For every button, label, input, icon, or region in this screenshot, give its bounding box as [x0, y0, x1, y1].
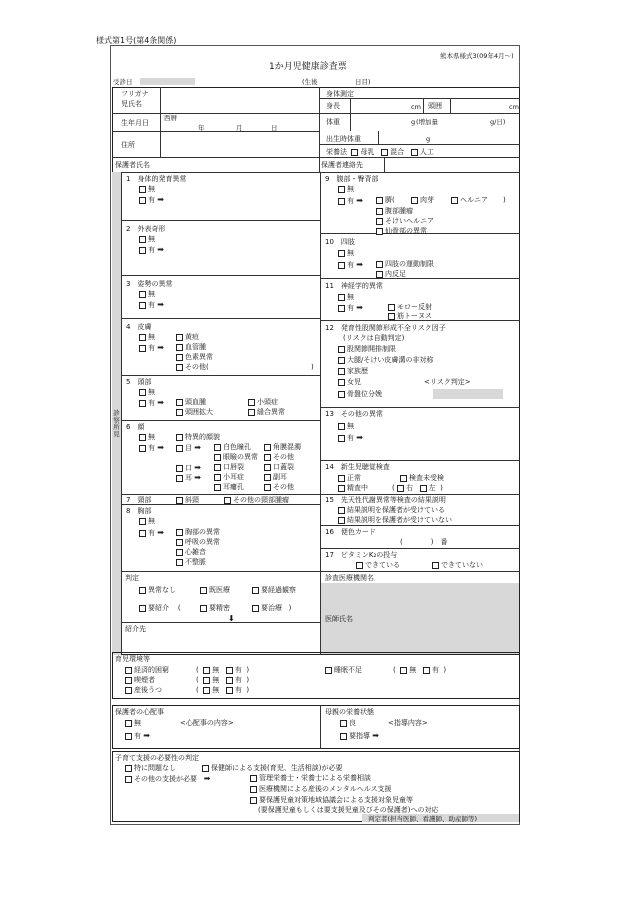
env-item-3[interactable]: 産後うつ: [125, 686, 162, 695]
s3-yes[interactable]: 有 ➡: [139, 300, 164, 310]
section-9-title: 9 腹部・臀背部: [325, 175, 379, 183]
s8-item-2[interactable]: 呼吸の異常: [176, 538, 220, 547]
form-title: 1か月児健康診査票: [269, 62, 347, 72]
address-label: 住所: [121, 141, 135, 149]
form-number: 様式第1号(第4条関係): [96, 36, 177, 45]
s6-ear[interactable]: 耳 ➡: [176, 473, 201, 483]
judge-treat[interactable]: 要治療 ): [252, 604, 291, 613]
section-1-title: 1 身体的発育異常: [126, 175, 187, 183]
s10-item-1[interactable]: 四肢の運動制限: [376, 260, 434, 269]
birth-weight-label: 出生時体重: [326, 135, 361, 143]
height-label: 身長: [326, 102, 340, 110]
section-6-title: 6 顔: [126, 423, 145, 431]
weight-unit: g: [411, 118, 416, 126]
section-7-title: 7 頸部: [126, 496, 152, 504]
arrow-right-icon: ➡: [203, 774, 211, 783]
support-nurse[interactable]: 保健師による支援(育児、生活相談)が必要: [202, 764, 342, 773]
support-other[interactable]: その他の支援が必要 ➡: [125, 774, 210, 784]
s9-item-1[interactable]: 腹部腫瘤: [376, 207, 413, 216]
env-yn-2: ( 無 有 ): [196, 676, 250, 684]
s6-mouth-item-2[interactable]: 口蓋裂: [264, 463, 294, 472]
s5-item-3[interactable]: 頭囲拡大: [176, 408, 213, 417]
guardian-contact-label: 保護者連絡先: [321, 161, 363, 169]
side-label: 診察所見: [113, 409, 120, 439]
s11-item-2[interactable]: 筋トーヌス: [388, 312, 432, 321]
s8-item-4[interactable]: 不整脈: [176, 558, 206, 567]
s6-mouth-item-1[interactable]: 口唇裂: [214, 463, 244, 472]
s13-none[interactable]: 無: [338, 422, 354, 431]
s17-item-2[interactable]: できていない: [432, 561, 483, 570]
s12-risk-label: <リスク判定>: [424, 378, 471, 386]
s8-none[interactable]: 無: [139, 517, 155, 526]
height-unit: cm: [411, 103, 421, 111]
age-label: (生後: [302, 78, 318, 86]
s4-close: ): [311, 363, 314, 371]
s1-none[interactable]: 無: [139, 185, 155, 194]
section-5-title: 5 頭部: [126, 378, 152, 386]
prefecture-format: 熊本県様式3(09年4月〜): [440, 52, 514, 60]
guardian-name-label: 保護者氏名: [115, 161, 150, 169]
s11-none[interactable]: 無: [338, 293, 354, 302]
s6-eye-item-3[interactable]: 眼瞼の異常: [214, 453, 258, 462]
env-yn-3: ( 無 有 ): [196, 686, 250, 694]
s7-item-1[interactable]: 斜頸: [176, 496, 199, 505]
risk-result-field[interactable]: [433, 389, 503, 399]
s6-eye-item-2[interactable]: 角膜混濁: [264, 443, 301, 452]
feeding-label: 栄養法 母乳 混合 人工: [326, 148, 434, 156]
s5-none[interactable]: 無: [139, 388, 155, 397]
s6-ear-item-2[interactable]: 副耳: [264, 473, 287, 482]
s11-yes[interactable]: 有 ➡: [338, 303, 363, 313]
s6-ear-item-1[interactable]: 小耳症: [214, 473, 244, 482]
arrow-right-icon: ➡: [157, 300, 164, 309]
concern-box: [112, 705, 520, 749]
age-unit: 日目): [355, 78, 371, 86]
s12-item-3[interactable]: 家族歴: [338, 367, 368, 376]
s4-item-4[interactable]: その他(: [176, 363, 209, 372]
s14-not[interactable]: 検査未受検: [400, 474, 444, 483]
s10-yes[interactable]: 有 ➡: [338, 260, 363, 270]
breast-checkbox[interactable]: [351, 149, 358, 156]
arrow-right-icon: ➡: [157, 195, 164, 204]
arrow-right-icon: ➡: [372, 731, 379, 740]
s6-eye-item-4[interactable]: その他: [264, 453, 294, 462]
s9-umb[interactable]: 臍(: [376, 196, 395, 205]
s11-item-1[interactable]: モロー反射: [388, 303, 432, 312]
env-item-1[interactable]: 経済的困窮: [125, 666, 169, 675]
weight-gain-label: (増加量: [416, 118, 439, 126]
judge-detail[interactable]: 要精密: [200, 604, 230, 613]
concern-content: <心配事の内容>: [180, 719, 234, 727]
s1-yes[interactable]: 有 ➡: [139, 195, 164, 205]
section-10-title: 10 四肢: [325, 238, 355, 246]
s6-ear-item-3[interactable]: 耳瘻孔: [214, 483, 244, 492]
s8-item-3[interactable]: 心雑音: [176, 548, 206, 557]
s14-sides: ( 右 左 ): [392, 484, 443, 492]
section-3-title: 3 姿勢の異常: [126, 280, 173, 288]
s6-yes[interactable]: 有 ➡: [139, 443, 164, 453]
support-item-1[interactable]: 管理栄養士・栄養士による栄養相談: [250, 774, 371, 783]
month-label: 月: [236, 124, 243, 132]
support-item-3[interactable]: 要保護児童対策地域協議会による支援対象児童等: [250, 796, 413, 805]
visit-date-label: 受診日: [113, 78, 133, 86]
arrow-down-icon: ⬇: [228, 614, 235, 623]
s8-item-1[interactable]: 胸部の異常: [176, 528, 220, 537]
section-12-title: 12 発育性股関節形成不全リスク因子: [325, 324, 446, 332]
s13-yes[interactable]: 有 ➡: [338, 433, 363, 443]
s14-detail[interactable]: 精査中: [338, 484, 368, 493]
s5-item-2[interactable]: 小頭症: [248, 398, 278, 407]
s4-item-1[interactable]: 黄疸: [176, 333, 199, 342]
judgement-title: 判定: [125, 574, 139, 582]
support-none[interactable]: 特に問題なし: [125, 764, 176, 773]
s9-close: ): [503, 196, 506, 204]
nutrition-content: <指導内容>: [388, 719, 428, 727]
section-13-title: 13 その他の異常: [325, 410, 383, 418]
s12-sub: (リスクは自動判定): [343, 334, 405, 342]
visit-date-field[interactable]: [140, 78, 195, 85]
head-label: 頭囲: [428, 102, 442, 110]
arrow-right-icon: ➡: [157, 528, 164, 537]
environment-title: 育児環境等: [115, 655, 150, 663]
s6-eye[interactable]: 目 ➡: [176, 443, 201, 453]
section-15-title: 15 先天性代謝異常等検査の結果説明: [325, 496, 446, 504]
s6-eye-item-1[interactable]: 白色瞳孔: [214, 443, 251, 452]
arrow-right-icon: ➡: [356, 260, 363, 269]
formula-checkbox[interactable]: [411, 149, 418, 156]
s4-none[interactable]: 無: [139, 333, 155, 342]
concern-title: 保護者の心配事: [115, 708, 164, 716]
s2-none[interactable]: 無: [139, 235, 155, 244]
s4-item-3[interactable]: 色素異常: [176, 353, 213, 362]
s15-item-1[interactable]: 結果説明を保護者が受けている: [338, 506, 445, 515]
birthdate-label: 生年月日: [121, 119, 149, 127]
s5-yes[interactable]: 有 ➡: [139, 398, 164, 408]
s6-mouth[interactable]: 口 ➡: [176, 463, 201, 473]
support-title: 子育て支援の必要性の判定: [115, 754, 199, 762]
s9-item-3[interactable]: 仙骨部の異常: [376, 227, 427, 236]
s6-none[interactable]: 無: [139, 433, 155, 442]
judge-observe[interactable]: 要経過観察: [252, 586, 296, 595]
section-16-title: 16 便色カード: [325, 528, 376, 536]
nutrition-good[interactable]: 良: [340, 719, 356, 728]
child-name-label: 児氏名: [121, 100, 142, 108]
section-4-title: 4 皮膚: [126, 323, 152, 331]
s2-yes[interactable]: 有 ➡: [139, 245, 164, 255]
judge-existing[interactable]: 既医療: [200, 586, 230, 595]
nutrition-title: 母親の栄養状態: [325, 708, 374, 716]
arrow-right-icon: ➡: [356, 303, 363, 312]
env-item-2[interactable]: 喫煙者: [125, 676, 155, 685]
s16-value[interactable]: ( ) 番: [400, 538, 448, 546]
arrow-right-icon: ➡: [356, 196, 363, 205]
s10-item-2[interactable]: 内反足: [376, 270, 406, 279]
referral-label: 紹介先: [125, 625, 146, 633]
s7-item-2[interactable]: その他の頸部腫瘤: [224, 496, 289, 505]
section-17-title: 17 ビタミンK₂の投与: [325, 551, 398, 559]
s9-umb-item-1[interactable]: 肉芽: [411, 196, 434, 205]
env-yn-1: ( 無 有 ): [196, 666, 250, 674]
s12-item-4[interactable]: 女児: [338, 378, 361, 387]
day-label: 日: [271, 124, 278, 132]
left-checkbox[interactable]: [420, 485, 427, 492]
section-11-title: 11 神経学的異常: [325, 282, 383, 290]
support-item-2[interactable]: 医療機関による産後のメンタルヘルス支援: [250, 785, 392, 794]
concern-none[interactable]: 無: [125, 719, 141, 728]
arrow-right-icon: ➡: [194, 463, 201, 472]
arrow-right-icon: ➡: [157, 245, 164, 254]
doctor-label: 医師氏名: [325, 615, 353, 623]
nutrition-guidance[interactable]: 要指導 ➡: [340, 731, 379, 741]
arrow-right-icon: ➡: [194, 443, 201, 452]
arrow-right-icon: ➡: [356, 433, 363, 442]
judge-person-label: 判定者(担当医師、看護師、助産師等): [368, 815, 478, 823]
s3-none[interactable]: 無: [139, 290, 155, 299]
judge-none[interactable]: 異常なし: [139, 586, 176, 595]
arrow-right-icon: ➡: [157, 343, 164, 352]
env-sleep[interactable]: 睡眠不足: [325, 666, 362, 675]
s14-normal[interactable]: 正常: [338, 474, 361, 483]
s6-special[interactable]: 特異的顔貌: [176, 433, 220, 442]
arrow-right-icon: ➡: [143, 731, 150, 740]
seireki-label: 西暦: [164, 114, 177, 122]
s4-item-2[interactable]: 血管腫: [176, 343, 206, 352]
s15-item-2[interactable]: 結果説明を保護者が受けていない: [338, 516, 452, 525]
weight-label: 体重: [326, 118, 340, 126]
environment-box: [112, 652, 520, 699]
right-checkbox[interactable]: [397, 485, 404, 492]
s9-yes[interactable]: 有 ➡: [338, 196, 363, 206]
s9-none[interactable]: 無: [338, 185, 354, 194]
s10-none[interactable]: 無: [338, 249, 354, 258]
s6-ear-item-4[interactable]: その他: [264, 483, 294, 492]
year-label: 年: [198, 124, 205, 132]
mixed-checkbox[interactable]: [381, 149, 388, 156]
concern-yes[interactable]: 有 ➡: [125, 731, 150, 741]
weight-gain-unit: g/日): [490, 118, 506, 126]
section-8-title: 8 胸部: [126, 507, 152, 515]
judge-refer[interactable]: 要紹介 (: [139, 604, 181, 613]
s8-yes[interactable]: 有 ➡: [139, 528, 164, 538]
birth-weight-unit: g: [426, 135, 431, 143]
institution-label: 診査医療機関名: [325, 574, 374, 582]
s5-item-1[interactable]: 頭血腫: [176, 398, 206, 407]
arrow-right-icon: ➡: [194, 473, 201, 482]
s9-item-2[interactable]: そけいヘルニア: [376, 217, 434, 226]
head-unit: cm: [509, 103, 519, 111]
arrow-right-icon: ➡: [157, 398, 164, 407]
s12-item-5[interactable]: 骨盤位分娩: [338, 390, 382, 399]
support-item-4: (要保護児童もしくは要支援児童及びその保護者)への対応: [258, 806, 439, 814]
s12-item-2[interactable]: 大腿/そけい皮膚溝の非対称: [338, 356, 433, 365]
env-sleep-yn: ( 無 有 ): [393, 666, 447, 674]
s4-yes[interactable]: 有 ➡: [139, 343, 164, 353]
measure-title: 身体測定: [326, 90, 354, 98]
section-14-title: 14 新生児聴覚検査: [325, 463, 390, 471]
s17-item-1[interactable]: できている: [356, 561, 400, 570]
s5-item-4[interactable]: 縫合異常: [248, 408, 285, 417]
arrow-right-icon: ➡: [157, 443, 164, 452]
s12-item-1[interactable]: 股関節開排制限: [338, 345, 396, 354]
furigana-label: フリガナ: [121, 90, 149, 98]
section-2-title: 2 外表奇形: [126, 225, 166, 233]
s9-umb-item-2[interactable]: ヘルニア: [451, 196, 488, 205]
